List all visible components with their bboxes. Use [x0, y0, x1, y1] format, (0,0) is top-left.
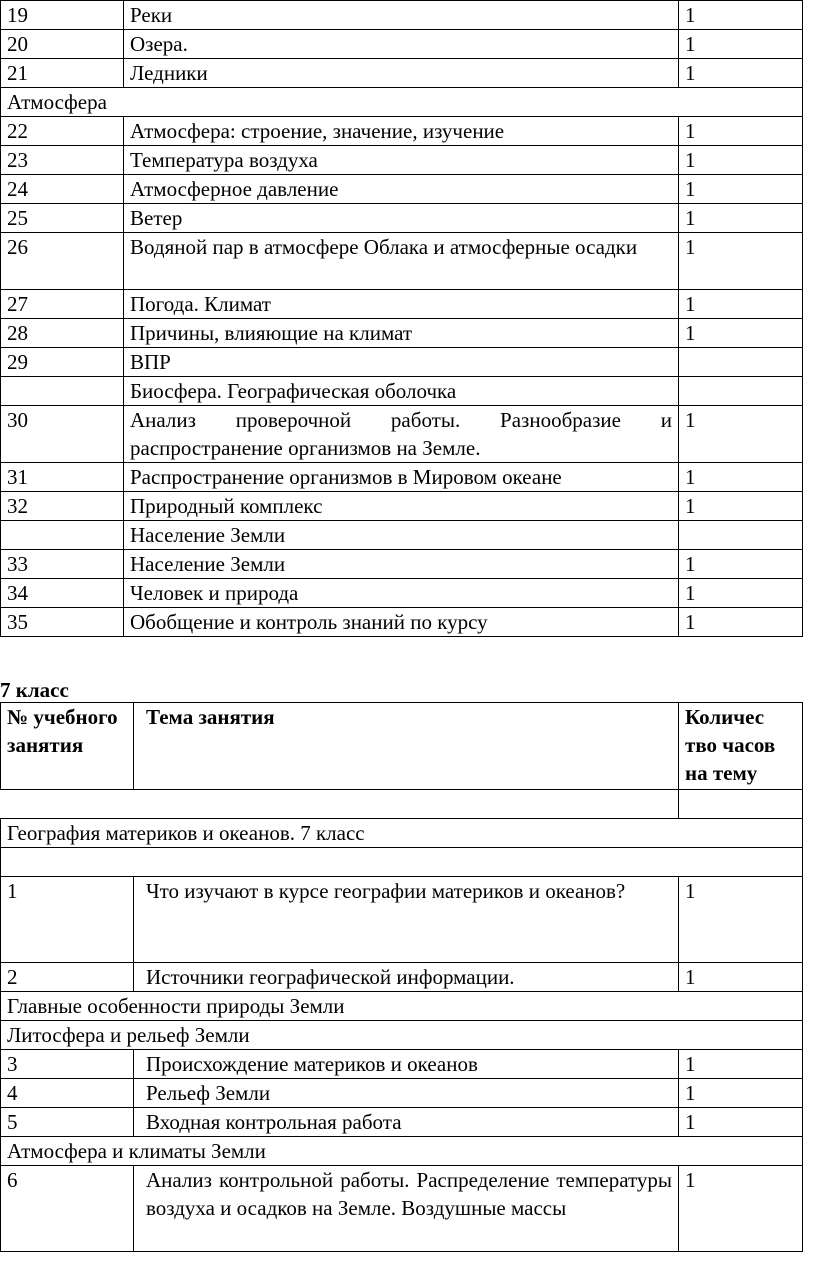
lesson-number: 23: [1, 146, 124, 175]
table-row: [1, 146, 803, 175]
lesson-plan-table-6: [0, 0, 803, 637]
header-topic: Тема занятия: [134, 703, 679, 790]
lesson-hours: 1: [679, 319, 803, 348]
lesson-topic: Происхождение материков и океанов: [134, 1050, 679, 1079]
lesson-hours: 1: [679, 175, 803, 204]
lesson-number: 3: [1, 1050, 134, 1079]
lesson-topic: Население Земли: [124, 521, 679, 550]
lesson-number: 4: [1, 1079, 134, 1108]
table-row: [1, 1079, 803, 1108]
lesson-topic: Распространение организмов в Мировом океане: [124, 463, 679, 492]
lesson-topic: Природный комплекс: [124, 492, 679, 521]
header-row: [1, 703, 803, 790]
lesson-hours: 1: [679, 233, 803, 290]
lesson-hours: 1: [679, 146, 803, 175]
section-title: Литосфера и рельеф Земли: [1, 1021, 803, 1050]
lesson-topic: Анализ контрольной работы. Распределение температуры воздуха и осадков на Земле. Воздушные массы: [134, 1166, 679, 1252]
lesson-hours: 1: [679, 1108, 803, 1137]
lesson-number: 19: [1, 1, 124, 30]
lesson-number: 28: [1, 319, 124, 348]
lesson-plan-table-7: [0, 702, 803, 1252]
lesson-hours: 1: [679, 963, 803, 992]
lesson-hours: 1: [679, 204, 803, 233]
lesson-topic: Население Земли: [124, 550, 679, 579]
lesson-hours: 1: [679, 550, 803, 579]
lesson-topic: Анализ проверочной работы. Разнообразие и распространение организмов на Земле.: [124, 406, 679, 463]
course-title-row: [1, 819, 803, 848]
table-row: [1, 608, 803, 637]
table-row: [1, 30, 803, 59]
lesson-number: [1, 521, 124, 550]
lesson-hours: [679, 348, 803, 377]
table-row: [1, 204, 803, 233]
table-row: [1, 1, 803, 30]
table-row: [1, 348, 803, 377]
lesson-hours: 1: [679, 877, 803, 963]
lesson-hours: 1: [679, 463, 803, 492]
lesson-topic: Источники географической информации.: [134, 963, 679, 992]
empty-cell: [1, 790, 679, 819]
lesson-hours: 1: [679, 608, 803, 637]
lesson-number: 31: [1, 463, 124, 492]
table-row: [1, 1108, 803, 1137]
lesson-topic: Погода. Климат: [124, 290, 679, 319]
lesson-number: 22: [1, 117, 124, 146]
grade-heading: 7 класс: [0, 678, 69, 702]
section-title: Атмосфера: [1, 88, 803, 117]
lesson-topic: Рельеф Земли: [134, 1079, 679, 1108]
table-row: [1, 579, 803, 608]
course-title: География материков и океанов. 7 класс: [1, 819, 803, 848]
lesson-topic: Водяной пар в атмосфере Облака и атмосферные осадки: [124, 233, 679, 290]
lesson-hours: 1: [679, 1166, 803, 1252]
table-row: [1, 1050, 803, 1079]
section-title: Главные особенности природы Земли: [1, 992, 803, 1021]
empty-cell: [679, 790, 803, 819]
lesson-topic: Реки: [124, 1, 679, 30]
lesson-number: [1, 377, 124, 406]
table-row: [1, 963, 803, 992]
section-row: [1, 1021, 803, 1050]
lesson-number: 20: [1, 30, 124, 59]
lesson-number: 5: [1, 1108, 134, 1137]
lesson-number: 2: [1, 963, 134, 992]
lesson-topic: Биосфера. Географическая оболочка: [124, 377, 679, 406]
table-row: [1, 59, 803, 88]
lesson-number: 29: [1, 348, 124, 377]
section-title: Атмосфера и климаты Земли: [1, 1137, 803, 1166]
lesson-number: 34: [1, 579, 124, 608]
empty-cell: [1, 848, 803, 877]
table-row: [1, 877, 803, 963]
table-row: [1, 233, 803, 290]
lesson-hours: [679, 521, 803, 550]
table-row: [1, 463, 803, 492]
lesson-hours: 1: [679, 30, 803, 59]
lesson-topic: Входная контрольная работа: [134, 1108, 679, 1137]
lesson-topic: ВПР: [124, 348, 679, 377]
table-row: [1, 377, 803, 406]
table-row: [1, 117, 803, 146]
empty-row: [1, 848, 803, 877]
lesson-number: 35: [1, 608, 124, 637]
lesson-hours: 1: [679, 1050, 803, 1079]
lesson-number: 1: [1, 877, 134, 963]
lesson-hours: 1: [679, 290, 803, 319]
lesson-number: 21: [1, 59, 124, 88]
header-lesson-number: № учебного занятия: [1, 703, 134, 790]
table-row: [1, 521, 803, 550]
lesson-hours: 1: [679, 492, 803, 521]
lesson-topic: Атмосферное давление: [124, 175, 679, 204]
lesson-topic: Что изучают в курсе географии материков и океанов?: [134, 877, 679, 963]
lesson-hours: 1: [679, 1079, 803, 1108]
lesson-topic: Причины, влияющие на климат: [124, 319, 679, 348]
lesson-topic: Озера.: [124, 30, 679, 59]
lesson-topic: Обобщение и контроль знаний по курсу: [124, 608, 679, 637]
table-row: [1, 406, 803, 463]
table-row: [1, 175, 803, 204]
lesson-hours: 1: [679, 406, 803, 463]
lesson-topic: Ледники: [124, 59, 679, 88]
table-row: [1, 290, 803, 319]
table-row: [1, 550, 803, 579]
lesson-hours: 1: [679, 117, 803, 146]
lesson-number: 6: [1, 1166, 134, 1252]
empty-row: [1, 790, 803, 819]
table-row: [1, 492, 803, 521]
lesson-hours: 1: [679, 579, 803, 608]
lesson-hours: [679, 377, 803, 406]
section-row: [1, 88, 803, 117]
lesson-number: 26: [1, 233, 124, 290]
lesson-number: 30: [1, 406, 124, 463]
lesson-topic: Температура воздуха: [124, 146, 679, 175]
lesson-number: 27: [1, 290, 124, 319]
header-hours: Количес тво часов на тему: [679, 703, 803, 790]
section-row: [1, 1137, 803, 1166]
lesson-topic: Ветер: [124, 204, 679, 233]
lesson-number: 25: [1, 204, 124, 233]
lesson-hours: 1: [679, 59, 803, 88]
lesson-hours: 1: [679, 1, 803, 30]
lesson-number: 33: [1, 550, 124, 579]
lesson-topic: Человек и природа: [124, 579, 679, 608]
lesson-number: 24: [1, 175, 124, 204]
lesson-topic: Атмосфера: строение, значение, изучение: [124, 117, 679, 146]
table-row: [1, 1166, 803, 1252]
section-row: [1, 992, 803, 1021]
lesson-number: 32: [1, 492, 124, 521]
table-row: [1, 319, 803, 348]
